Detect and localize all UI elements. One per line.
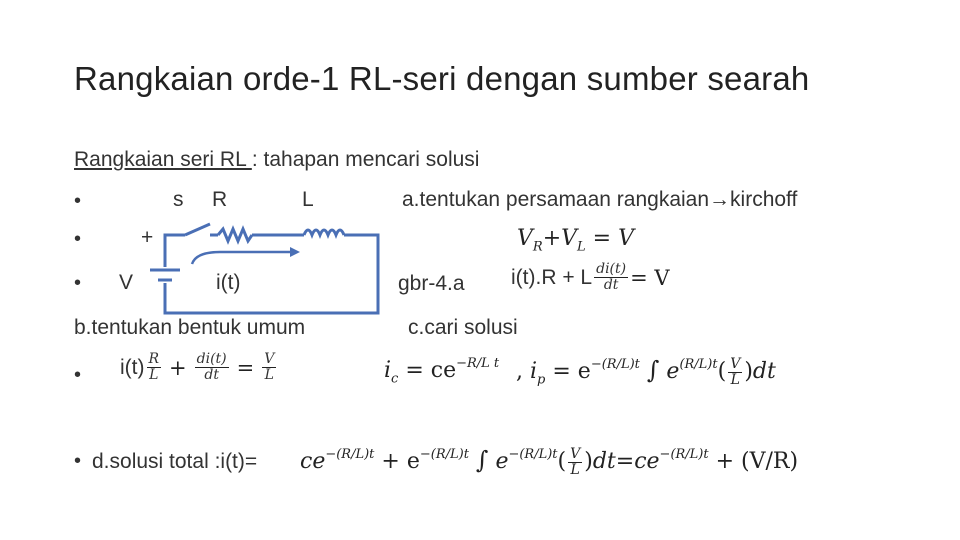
ip-integral: ∫: [646, 356, 660, 384]
step-c-ic: [384, 356, 499, 386]
ip-frac-num: V: [730, 355, 741, 372]
ic-lhs: i: [384, 358, 392, 383]
d-frac-num: V: [570, 445, 581, 462]
current-label: i(t): [216, 271, 241, 294]
d-frac-den: L: [570, 461, 580, 478]
ip-sub: p: [537, 372, 546, 388]
step-a-label: a.tentukan persamaan rangkaian→kirchoff: [402, 188, 798, 211]
d-plus1: + e: [381, 449, 420, 474]
resistor-symbol: [218, 229, 252, 241]
d-integral: ∫: [475, 446, 489, 474]
bullet-4: •: [74, 364, 82, 386]
eq2-frac-num: di(t): [596, 261, 627, 277]
eq2-frac-den: dt: [603, 277, 619, 293]
step-b-label: b.tentukan bentuk umum: [74, 316, 306, 339]
b-frac1: [147, 352, 162, 383]
b-frac2-num: di(t): [196, 351, 227, 367]
switch-blade: [185, 224, 210, 235]
resistor-label: R: [212, 188, 228, 211]
b-equals: =: [236, 355, 255, 380]
b-frac2: [195, 352, 229, 383]
ip-exp2: (R/L)t: [679, 357, 718, 372]
ip-frac-den: L: [730, 371, 740, 388]
ip-exp: −(R/L)t: [590, 357, 640, 372]
b-prefix: i(t): [120, 355, 145, 379]
current-arrow-line: [192, 252, 290, 264]
plus-label: +: [141, 226, 154, 249]
step-d-eq: $ce^{-(R/L)t} + e^{-(R/L)t}$ ∫ $e^{-(R/L)t}$( $\frac{V}{L}$ )$dt=ce^{-(R/L)t} + (V/R)$: [300, 445, 799, 478]
b-frac1-num: R: [148, 351, 160, 367]
bullet-5: •: [74, 450, 82, 472]
ip-frac: [728, 357, 742, 388]
ip-dt: dt: [752, 359, 776, 384]
ic-sub: c: [391, 371, 399, 387]
wire-loop: [165, 235, 378, 313]
step-b-eq: [120, 352, 278, 383]
rl-circuit-diagram: [110, 210, 390, 320]
inductor-symbol: [304, 230, 344, 235]
ic-exp: −R/L t: [456, 356, 500, 371]
b-frac1-den: L: [149, 367, 159, 383]
d-t3: e: [495, 449, 509, 474]
ip-lhs: i: [530, 359, 538, 384]
ip-comma: ,: [516, 359, 523, 384]
b-frac3-den: L: [264, 367, 274, 383]
step-a-eq2: [511, 262, 670, 293]
d-t4-exp: −(R/L)t: [659, 447, 709, 462]
b-frac2-den: dt: [204, 367, 219, 383]
eq2-prefix: i(t).R + L: [511, 265, 593, 289]
eq2-suffix: = V: [630, 265, 670, 290]
ip-e: e: [666, 359, 680, 384]
eq2-fraction: [594, 262, 628, 293]
current-arrow-head: [290, 247, 300, 257]
d-plus2: + (V/R): [715, 449, 799, 474]
b-plus: +: [169, 355, 187, 380]
d-frac: [568, 447, 582, 478]
step-a-eq1: $V_R+V_L = V$: [517, 226, 634, 255]
bullet-3: •: [74, 272, 82, 294]
b-frac3: [262, 352, 276, 383]
slide-title: Rangkaian orde-1 RL-seri dengan sumber searah: [74, 60, 810, 97]
step-d-label: d.solusi total :i(t)=: [92, 450, 258, 473]
d-t1: ce: [300, 449, 326, 474]
step-a-caption: gbr-4.a: [398, 272, 465, 295]
voltage-label: V: [119, 271, 134, 294]
d-t2-exp: −(R/L)t: [419, 447, 469, 462]
b-frac3-num: V: [264, 351, 275, 367]
wire-left: [165, 235, 185, 267]
heading-underlined: Rangkaian seri RL: [74, 148, 252, 171]
step-c-ip: , $i_p = e^{-(R/L)t}$ ∫ $e^{(R/L)t}$( $\frac{V}{L}$ )dt: [516, 355, 776, 388]
ip-rhs: = e: [552, 359, 591, 384]
ic-rhs: = ce: [405, 358, 457, 383]
bullet-1: •: [74, 190, 82, 212]
step-c-label: c.cari solusi: [408, 316, 518, 339]
inductor-label: L: [302, 188, 314, 211]
section-heading: [74, 148, 479, 172]
d-t1-exp: −(R/L)t: [325, 447, 375, 462]
d-t3-exp: −(R/L)t: [508, 447, 558, 462]
bullet-2: •: [74, 228, 82, 250]
switch-label: s: [173, 188, 184, 211]
d-dt-eq: dt=ce: [592, 449, 660, 474]
heading-rest: : tahapan mencari solusi: [251, 148, 480, 171]
